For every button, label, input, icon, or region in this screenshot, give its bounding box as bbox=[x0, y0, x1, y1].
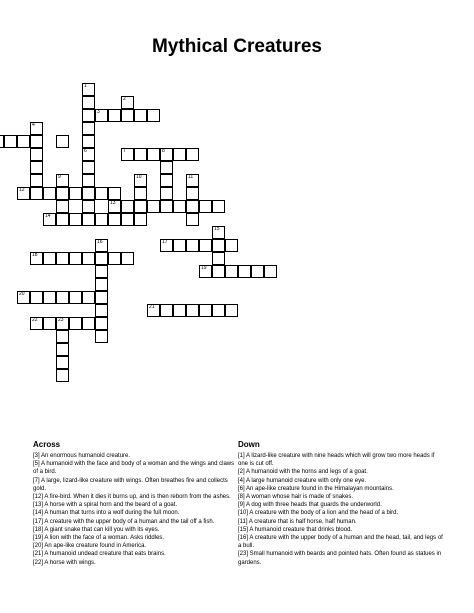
down-clue bbox=[238, 493, 443, 501]
down-clue bbox=[238, 485, 443, 493]
cell-number: 14 bbox=[45, 213, 51, 219]
grid-cell[interactable] bbox=[212, 252, 225, 265]
clue-number: [8] bbox=[238, 494, 245, 501]
grid-cell[interactable] bbox=[160, 187, 173, 200]
grid-cell[interactable] bbox=[225, 304, 238, 317]
grid-cell[interactable] bbox=[95, 265, 108, 278]
grid-cell[interactable] bbox=[121, 148, 134, 161]
grid-cell[interactable] bbox=[56, 200, 69, 213]
clue-text: A horse with wings. bbox=[43, 559, 96, 566]
clue-number: [7] bbox=[33, 477, 40, 484]
clue-text: Small humanoid with beards and pointed hats. Often found as statues in gardens. bbox=[238, 551, 442, 566]
clue-text: A giant snake that can kill you with its eyes. bbox=[43, 526, 160, 533]
grid-cell[interactable] bbox=[56, 213, 69, 226]
clue-text: A humanoid undead creature that eats brains. bbox=[43, 551, 166, 558]
grid-cell[interactable] bbox=[121, 109, 134, 122]
down-clue bbox=[238, 477, 443, 485]
clue-text: A creature with the upper body of a human and the head, tail, and legs of a bull. bbox=[238, 535, 443, 550]
grid-cell[interactable] bbox=[212, 226, 225, 239]
cell-number: 13 bbox=[110, 200, 116, 206]
grid-cell[interactable] bbox=[43, 317, 56, 330]
across-clue bbox=[33, 460, 238, 476]
grid-cell[interactable] bbox=[173, 239, 186, 252]
grid-cell[interactable] bbox=[95, 330, 108, 343]
cell-number: 21 bbox=[149, 304, 155, 310]
clue-text: A creature with the upper body of a human and the tail off a fish. bbox=[43, 518, 215, 525]
clue-text: A lion with the face of a woman. Asks riddles. bbox=[43, 535, 165, 542]
grid-cell[interactable] bbox=[30, 317, 43, 330]
grid-cell[interactable] bbox=[225, 239, 238, 252]
grid-cell[interactable] bbox=[212, 265, 225, 278]
grid-cell[interactable] bbox=[56, 356, 69, 369]
grid-cell[interactable] bbox=[134, 200, 147, 213]
grid-cell[interactable] bbox=[173, 200, 186, 213]
grid-cell[interactable] bbox=[173, 304, 186, 317]
down-clue bbox=[238, 518, 443, 526]
grid-cell[interactable] bbox=[199, 200, 212, 213]
grid-cell[interactable] bbox=[69, 291, 82, 304]
grid-cell[interactable] bbox=[30, 122, 43, 135]
grid-cell[interactable] bbox=[69, 187, 82, 200]
grid-cell[interactable] bbox=[30, 161, 43, 174]
grid-cell[interactable] bbox=[212, 200, 225, 213]
down-clue bbox=[238, 526, 443, 534]
cell-number: 12 bbox=[19, 187, 25, 193]
clue-text: A woman whose hair is made of snakes. bbox=[244, 494, 354, 501]
grid-cell[interactable] bbox=[82, 109, 95, 122]
grid-cell[interactable] bbox=[199, 304, 212, 317]
clue-text: A large humanoid creature with only one eye. bbox=[244, 477, 367, 484]
grid-cell[interactable] bbox=[134, 174, 147, 187]
grid-cell[interactable] bbox=[147, 148, 160, 161]
grid-cell[interactable] bbox=[108, 187, 121, 200]
cell-number: 9 bbox=[58, 174, 61, 180]
cell-number: 20 bbox=[19, 291, 25, 297]
grid-cell[interactable] bbox=[186, 304, 199, 317]
clue-text: A human that turns into a wolf during the full moon. bbox=[43, 510, 180, 517]
grid-cell[interactable] bbox=[43, 213, 56, 226]
grid-cell[interactable] bbox=[82, 174, 95, 187]
clue-text: A humanoid with the horns and legs of a goat. bbox=[244, 469, 368, 476]
clue-number: [14] bbox=[33, 510, 44, 517]
grid-cell[interactable] bbox=[147, 200, 160, 213]
grid-cell[interactable] bbox=[134, 148, 147, 161]
clue-number: [20] bbox=[33, 543, 44, 550]
grid-cell[interactable] bbox=[82, 148, 95, 161]
down-clue bbox=[238, 534, 443, 550]
grid-cell[interactable] bbox=[82, 200, 95, 213]
cell-number: 4 bbox=[32, 122, 35, 128]
cell-number: 6 bbox=[84, 148, 87, 154]
cell-number: 3 bbox=[97, 109, 100, 115]
down-clue-list bbox=[238, 452, 443, 567]
grid-cell[interactable] bbox=[212, 239, 225, 252]
down-clue bbox=[238, 501, 443, 509]
cell-number: 1 bbox=[84, 83, 87, 89]
grid-cell[interactable] bbox=[160, 304, 173, 317]
clue-number: [15] bbox=[238, 526, 249, 533]
clue-text: A creature that is half horse, half human. bbox=[247, 518, 357, 525]
across-clue bbox=[33, 477, 238, 493]
grid-cell[interactable] bbox=[30, 291, 43, 304]
grid-cell[interactable] bbox=[134, 213, 147, 226]
grid-cell[interactable] bbox=[121, 96, 134, 109]
grid-cell[interactable] bbox=[69, 317, 82, 330]
grid-cell[interactable] bbox=[4, 135, 17, 148]
clue-text: An ape-like creature found in America. bbox=[43, 543, 147, 550]
cell-number: 11 bbox=[188, 174, 194, 180]
grid-cell[interactable] bbox=[108, 109, 121, 122]
grid-cell[interactable] bbox=[82, 122, 95, 135]
grid-cell[interactable] bbox=[82, 291, 95, 304]
across-clue bbox=[33, 518, 238, 526]
cell-number: 16 bbox=[97, 239, 103, 245]
down-clue bbox=[238, 452, 443, 468]
grid-cell[interactable] bbox=[95, 317, 108, 330]
across-clues bbox=[33, 440, 238, 567]
grid-cell[interactable] bbox=[56, 135, 69, 148]
grid-cell[interactable] bbox=[82, 213, 95, 226]
grid-cell[interactable] bbox=[17, 187, 30, 200]
grid-cell[interactable] bbox=[82, 161, 95, 174]
clue-number: [10] bbox=[238, 510, 249, 517]
grid-cell[interactable] bbox=[30, 135, 43, 148]
grid-cell[interactable] bbox=[95, 304, 108, 317]
grid-cell[interactable] bbox=[121, 213, 134, 226]
grid-cell[interactable] bbox=[56, 174, 69, 187]
clue-number: [21] bbox=[33, 551, 44, 558]
clue-number: [13] bbox=[33, 502, 44, 509]
grid-cell[interactable] bbox=[95, 213, 108, 226]
clue-number: [16] bbox=[238, 535, 249, 542]
grid-cell[interactable] bbox=[264, 265, 277, 278]
grid-cell[interactable] bbox=[121, 252, 134, 265]
grid-cell[interactable] bbox=[82, 96, 95, 109]
across-clue bbox=[33, 501, 238, 509]
down-clues bbox=[238, 440, 443, 567]
grid-cell[interactable] bbox=[121, 200, 134, 213]
clue-number: [23] bbox=[238, 551, 249, 558]
cell-number: 17 bbox=[162, 239, 168, 245]
grid-cell[interactable] bbox=[199, 265, 212, 278]
clue-text: An enormous humanoid creature. bbox=[39, 453, 131, 459]
clue-text: A horse with a spiral horn and the beard of a goat. bbox=[43, 502, 178, 509]
cell-number: 22 bbox=[32, 317, 38, 323]
grid-cell[interactable] bbox=[238, 265, 251, 278]
grid-cell[interactable] bbox=[56, 187, 69, 200]
grid-cell[interactable] bbox=[251, 265, 264, 278]
clue-text: A creature with the body of a lion and the head of a bird. bbox=[248, 510, 399, 517]
grid-cell[interactable] bbox=[199, 239, 212, 252]
down-clue bbox=[238, 468, 443, 476]
grid-cell[interactable] bbox=[30, 174, 43, 187]
grid-cell[interactable] bbox=[95, 239, 108, 252]
grid-cell[interactable] bbox=[186, 187, 199, 200]
grid-cell[interactable] bbox=[108, 213, 121, 226]
grid-cell[interactable] bbox=[186, 213, 199, 226]
clue-number: [9] bbox=[238, 502, 245, 509]
grid-cell[interactable] bbox=[30, 252, 43, 265]
clue-number: [4] bbox=[238, 477, 245, 484]
grid-cell[interactable] bbox=[17, 291, 30, 304]
grid-cell[interactable] bbox=[108, 200, 121, 213]
grid-cell[interactable] bbox=[186, 174, 199, 187]
across-clue-list bbox=[33, 452, 238, 567]
grid-cell[interactable] bbox=[186, 148, 199, 161]
cell-number: 7 bbox=[123, 148, 126, 154]
grid-cell[interactable] bbox=[56, 330, 69, 343]
grid-cell[interactable] bbox=[147, 304, 160, 317]
grid-cell[interactable] bbox=[108, 252, 121, 265]
down-clue bbox=[238, 550, 443, 566]
cell-number: 18 bbox=[32, 252, 38, 258]
grid-cell[interactable] bbox=[212, 304, 225, 317]
grid-cell[interactable] bbox=[173, 148, 186, 161]
clue-number: [12] bbox=[33, 494, 44, 501]
clue-text: A lizard-like creature with nine heads which will grow two more heads if one is cut off. bbox=[238, 453, 435, 468]
clue-number: [19] bbox=[33, 535, 44, 542]
grid-cell[interactable] bbox=[95, 291, 108, 304]
grid-cell[interactable] bbox=[134, 187, 147, 200]
clue-text: A humanoid with the face and body of a woman and the wings and claws of a bird. bbox=[33, 461, 235, 476]
grid-cell[interactable] bbox=[95, 252, 108, 265]
cell-number: 19 bbox=[201, 265, 207, 271]
grid-cell[interactable] bbox=[95, 187, 108, 200]
across-clue bbox=[33, 534, 238, 542]
clue-number: [17] bbox=[33, 518, 44, 525]
grid-cell[interactable] bbox=[43, 252, 56, 265]
cell-number: 23 bbox=[58, 317, 64, 323]
clue-text: A humanoid creature that drinks blood. bbox=[248, 526, 353, 533]
clue-text: An ape-like creature found in the Himalayan mountains. bbox=[244, 485, 394, 492]
cell-number: 8 bbox=[162, 148, 165, 154]
grid-cell[interactable] bbox=[56, 343, 69, 356]
grid-cell[interactable] bbox=[186, 239, 199, 252]
grid-cell[interactable] bbox=[82, 187, 95, 200]
clue-number: [1] bbox=[238, 453, 245, 459]
clue-text: A fire-bird. When it dies it burns up, and is then reborn from the ashes. bbox=[43, 494, 231, 501]
grid-cell[interactable] bbox=[43, 187, 56, 200]
grid-cell[interactable] bbox=[56, 252, 69, 265]
grid-cell[interactable] bbox=[69, 252, 82, 265]
grid-cell[interactable] bbox=[56, 369, 69, 382]
across-clue bbox=[33, 493, 238, 501]
grid-cell[interactable] bbox=[30, 187, 43, 200]
grid-cell[interactable] bbox=[160, 148, 173, 161]
grid-cell[interactable] bbox=[56, 317, 69, 330]
clue-number: [22] bbox=[33, 559, 44, 566]
grid-cell[interactable] bbox=[186, 200, 199, 213]
clue-text: A dog with three heads that guards the underworld. bbox=[244, 502, 382, 509]
grid-cell[interactable] bbox=[56, 291, 69, 304]
grid-cell[interactable] bbox=[134, 109, 147, 122]
grid-cell[interactable] bbox=[95, 278, 108, 291]
down-heading: Down bbox=[238, 440, 260, 449]
down-clue bbox=[238, 509, 443, 517]
grid-cell[interactable] bbox=[160, 174, 173, 187]
grid-cell[interactable] bbox=[30, 148, 43, 161]
grid-cell[interactable] bbox=[95, 109, 108, 122]
grid-cell[interactable] bbox=[82, 317, 95, 330]
clue-number: [18] bbox=[33, 526, 44, 533]
across-clue bbox=[33, 526, 238, 534]
grid-cell[interactable] bbox=[82, 83, 95, 96]
cell-number: 10 bbox=[136, 174, 142, 180]
grid-cell[interactable] bbox=[82, 135, 95, 148]
grid-cell[interactable] bbox=[160, 200, 173, 213]
grid-cell[interactable] bbox=[225, 265, 238, 278]
grid-cell[interactable] bbox=[17, 135, 30, 148]
clue-text: A large, lizard-like creature with wings. Often breathes fire and collects gold. bbox=[33, 477, 228, 492]
across-clue bbox=[33, 542, 238, 550]
grid-cell[interactable] bbox=[160, 161, 173, 174]
clue-number: [6] bbox=[238, 485, 245, 492]
grid-cell[interactable] bbox=[147, 109, 160, 122]
across-clue bbox=[33, 509, 238, 517]
across-clue bbox=[33, 452, 238, 460]
clue-number: [3] bbox=[33, 453, 40, 459]
grid-cell[interactable] bbox=[43, 291, 56, 304]
cell-number: 15 bbox=[214, 226, 220, 232]
clue-number: [5] bbox=[33, 461, 40, 468]
grid-cell[interactable] bbox=[69, 213, 82, 226]
across-clue bbox=[33, 559, 238, 567]
across-clue bbox=[33, 550, 238, 558]
grid-cell[interactable] bbox=[160, 239, 173, 252]
across-heading: Across bbox=[33, 440, 61, 449]
page-title: Mythical Creatures bbox=[151, 36, 322, 57]
grid-cell[interactable] bbox=[82, 252, 95, 265]
cell-number: 2 bbox=[123, 96, 126, 102]
clue-number: [11] bbox=[238, 518, 248, 525]
clue-number: [2] bbox=[238, 469, 245, 476]
